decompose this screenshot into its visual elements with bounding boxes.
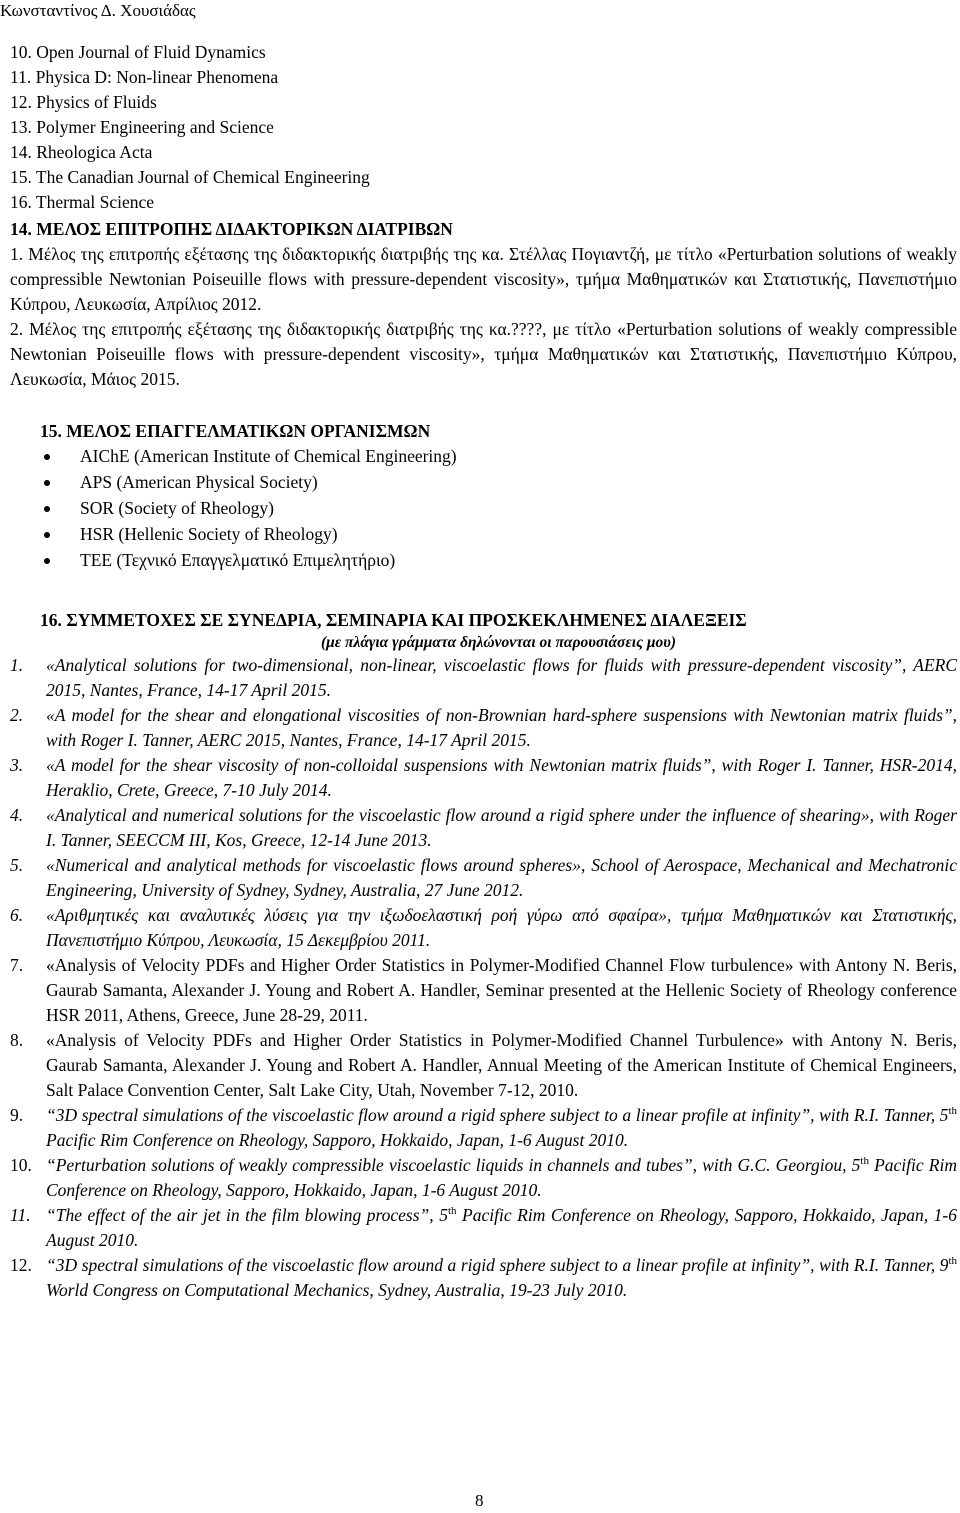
item-number: 12.: [10, 1255, 32, 1275]
item-text: «Αριθμητικές και αναλυτικές λύσεις για την ιξωδοελαστική ροή γύρω από σφαίρα», τμήμα Μαθηματικών και Στατιστικής, Πανεπιστήμιο Κύπρου, Λευκωσία, 15 Δεκεμβρίου 2011.: [46, 905, 957, 950]
organization-label: SOR (Society of Rheology): [80, 498, 274, 518]
bullet-icon: [44, 506, 50, 512]
list-item: [0, 803, 957, 853]
item-number: 6.: [10, 905, 24, 925]
journal-item: 15. The Canadian Journal of Chemical Engineering: [10, 167, 370, 187]
item-number: 10.: [10, 1155, 32, 1175]
organization-label: TEE (Τεχνικό Επαγγελματικό Επιμελητήριο): [80, 550, 396, 570]
journal-item: 14. Rheologica Acta: [10, 142, 153, 162]
section-14-title: 14. ΜΕΛΟΣ ΕΠΙΤΡΟΠΗΣ ΔΙΔΑΚΤΟΡΙΚΩΝ ΔΙΑΤΡΙΒΩΝ: [10, 219, 453, 239]
section-16-note: (με πλάγια γράμματα δηλώνονται οι παρουσιάσεις μου): [321, 634, 676, 651]
item-text: «A model for the shear viscosity of non-colloidal suspensions with Newtonian matrix fluids”, with Roger I. Tanner, HSR-2014, Heraklio, Crete, Greece, 7-10 July 2014.: [46, 755, 957, 800]
ordinal-suffix: th: [447, 1205, 457, 1218]
list-item: [0, 653, 957, 703]
item-number: 7.: [10, 955, 24, 975]
list-item: [0, 1028, 957, 1103]
item-text-b: Pacific Rim Conference on Rheology, Sapporo, Hokkaido, Japan, 1-6 August 2010.: [46, 1205, 958, 1250]
item-number: 5.: [10, 855, 24, 875]
item-number: 3.: [10, 755, 24, 775]
list-item: [0, 903, 957, 953]
organization-label: APS (American Physical Society): [80, 472, 318, 492]
list-item: [0, 444, 957, 470]
list-item: [0, 1203, 957, 1253]
journal-item: 13. Polymer Engineering and Science: [10, 117, 274, 137]
journal-item: 11. Physica D: Non-linear Phenomena: [10, 67, 279, 87]
item-number: 4.: [10, 805, 24, 825]
list-item: [0, 753, 957, 803]
ordinal-suffix: th: [948, 1255, 957, 1268]
section-15-title: 15. ΜΕΛΟΣ ΕΠΑΓΓΕΛΜΑΤΙΚΩΝ ΟΡΓΑΝΙΣΜΩΝ: [40, 421, 431, 441]
organization-list: [0, 444, 957, 574]
item-number: 8.: [10, 1030, 24, 1050]
item-number: 1.: [10, 655, 24, 675]
item-text: «Numerical and analytical methods for viscoelastic flows around spheres», School of Aerospace, Mechanical and Mechatronic Engineering, University of Sydney, Sydney, Australia, 27 June 2012.: [46, 855, 957, 900]
item-number: 11.: [10, 1205, 31, 1225]
item-text: «Analysis of Velocity PDFs and Higher Order Statistics in Polymer-Modified Channel Turbulence» with Antony N. Beris, Gaurab Samanta, Alexander J. Young and Robert A. Handler, Annual Meeting of the American Institute of Chemical Engineers, Salt Palace Convention Center, Salt Lake City, Utah, November 7-12, 2010.: [46, 1030, 957, 1100]
item-text: «A model for the shear and elongational viscosities of non-Brownian hard-sphere suspensions with Newtonian matrix fluids”, with Roger I. Tanner, AERC 2015, Nantes, France, 14-17 April 2015.: [46, 705, 957, 750]
item-number: 9.: [10, 1105, 24, 1125]
page-content: [0, 40, 957, 1303]
list-item: [0, 496, 957, 522]
ordinal-suffix: th: [860, 1155, 869, 1168]
item-text-a: “3D spectral simulations of the viscoelastic flow around a rigid sphere subject to a linear profile at infinity”, with R.I. Tanner, 5: [46, 1105, 949, 1125]
item-text: «Analytical solutions for two-dimensional, non-linear, viscoelastic flows for fluids with pressure-dependent viscosity”, AERC 2015, Nantes, France, 14-17 April 2015.: [46, 655, 957, 700]
list-item: [0, 470, 957, 496]
item-number: 2.: [10, 705, 24, 725]
item-text-b: Pacific Rim Conference on Rheology, Sapporo, Hokkaido, Japan, 1-6 August 2010.: [46, 1130, 629, 1150]
running-header: Κωνσταντίνος Δ. Χουσιάδας: [0, 1, 196, 20]
conference-list: [0, 653, 957, 1303]
bullet-icon: [44, 558, 50, 564]
item-text-a: “The effect of the air jet in the film blowing process”, 5: [46, 1205, 448, 1225]
list-item: [0, 522, 957, 548]
list-item: [0, 853, 957, 903]
list-item: [0, 953, 957, 1028]
item-text: «Analytical and numerical solutions for the viscoelastic flow around a rigid sphere under the influence of shearing», with Roger I. Tanner, SEECCM III, Kos, Greece, 12-14 June 2013.: [46, 805, 957, 850]
journal-item: 16. Thermal Science: [10, 192, 154, 212]
item-text: «Analysis of Velocity PDFs and Higher Order Statistics in Polymer-Modified Channel Flow turbulence» with Antony N. Beris, Gaurab Samanta, Alexander J. Young and Robert A. Handler, Seminar presented at the Hellenic Society of Rheology conference HSR 2011, Athens, Greece, June 28-29, 2011.: [46, 955, 957, 1025]
journal-item: 10. Open Journal of Fluid Dynamics: [10, 42, 266, 62]
list-item: [0, 1103, 957, 1153]
ordinal-suffix: th: [948, 1105, 957, 1118]
journal-item: 12. Physics of Fluids: [10, 92, 157, 112]
list-item: [0, 548, 957, 574]
list-item: [0, 1253, 957, 1303]
organization-label: HSR (Hellenic Society of Rheology): [80, 524, 338, 544]
item-text-a: “3D spectral simulations of the viscoelastic flow around a rigid sphere subject to a linear profile at infinity”, with R.I. Tanner, 9: [46, 1255, 949, 1275]
bullet-icon: [44, 532, 50, 538]
list-item: [0, 1153, 957, 1203]
item-text-b: World Congress on Computational Mechanics, Sydney, Australia, 19-23 July 2010.: [46, 1280, 628, 1300]
committee-item: 1. Μέλος της επιτροπής εξέτασης της διδακτορικής διατριβής της κα. Στέλλας Πογιαντζή, με τίτλο «Perturbation solutions of weakly compressible Newtonian Poiseuille flows with pressure-dependent viscosity», τμήμα Μαθηματικών και Στατιστικής, Πανεπιστήμιο Κύπρου, Λευκωσία, Απρίλιος 2012.: [10, 244, 957, 314]
section-16-title: 16. ΣΥΜΜΕΤΟΧΕΣ ΣΕ ΣΥΝΕΔΡΙΑ, ΣΕΜΙΝΑΡΙΑ ΚΑΙ ΠΡΟΣΚΕΚΛΗΜΕΝΕΣ ΔΙΑΛΕΞΕΙΣ: [40, 610, 747, 630]
list-item: [0, 703, 957, 753]
journal-list: [10, 40, 957, 215]
committee-item: 2. Μέλος της επιτροπής εξέτασης της διδακτορικής διατριβής της κα.????, με τίτλο «Perturbation solutions of weakly compressible Newtonian Poiseuille flows with pressure-dependent viscosity», τμήμα Μαθηματικών και Στατιστικής, Πανεπιστήμιο Κύπρου, Λευκωσία, Μάιος 2015.: [10, 319, 957, 389]
bullet-icon: [44, 454, 50, 460]
organization-label: AIChE (American Institute of Chemical Engineering): [80, 446, 457, 466]
item-text-a: “Perturbation solutions of weakly compressible viscoelastic liquids in channels and tubes”, with G.C. Georgiou, 5: [46, 1155, 861, 1175]
item-text-b: Pacific Rim Conference on Rheology, Sapporo, Hokkaido, Japan, 1-6 August 2010.: [46, 1155, 957, 1200]
page-number: 8: [475, 1491, 484, 1510]
bullet-icon: [44, 480, 50, 486]
